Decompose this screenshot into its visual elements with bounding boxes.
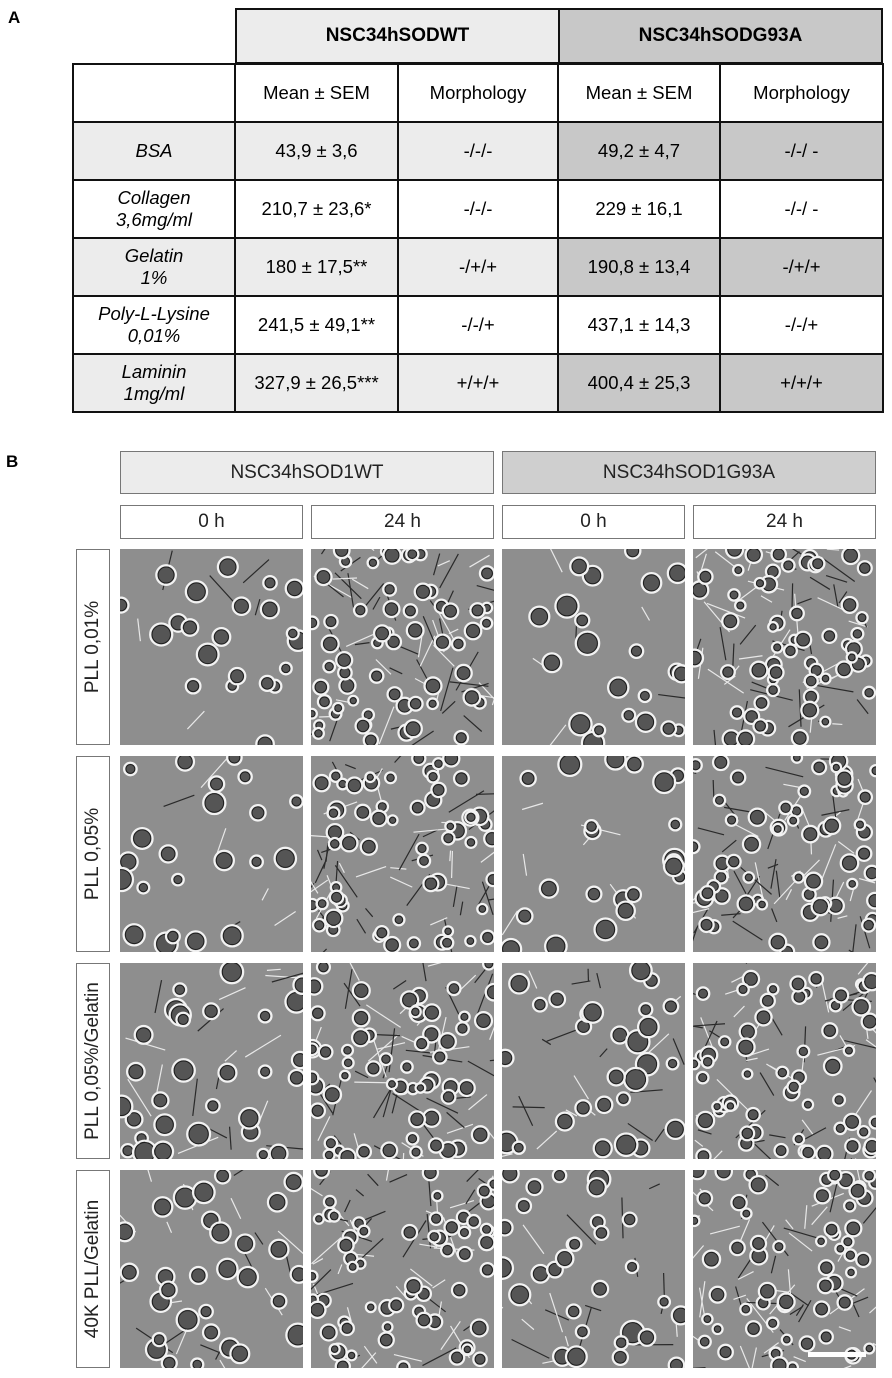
micrograph-r3-c1 [120,963,303,1159]
group-header-g93a: NSC34hSODG93A [558,8,883,64]
timepoint-g93a-24h: 24 h [693,505,876,539]
table-rule [73,411,884,413]
micrograph-r2-c3 [502,756,685,952]
wt-morphology: +/+/+ [456,372,500,393]
micrograph-image [693,1170,876,1368]
g93a-morphology: -/-/ - [784,198,819,219]
column-subheader: Morphology [753,82,850,103]
micrograph-image [120,549,303,745]
table-rule [73,63,884,65]
column-subheader: Mean ± SEM [263,82,370,103]
g93a-mean-sem: 437,1 ± 14,3 [587,314,691,335]
micrograph-image [120,756,303,952]
g93a-mean-sem: 49,2 ± 4,7 [597,140,681,161]
wt-mean-sem: 241,5 ± 49,1** [257,314,376,335]
condition-text: 40K PLL/Gelatin [82,1199,103,1339]
substrate-line: 0,01% [127,325,181,346]
micrograph-r1-c4 [693,549,876,745]
micrograph-image [693,549,876,745]
micrograph-image [502,549,685,745]
wt-mean-sem: 327,9 ± 26,5*** [254,372,379,393]
timepoint-g93a-0h: 0 h [502,505,685,539]
micrograph-image [502,963,685,1159]
micrograph-image [120,963,303,1159]
substrate-name [73,296,235,354]
table-rule [73,237,884,239]
wt-morphology: -/+/+ [458,256,498,277]
scale-bar [808,1352,866,1357]
micrograph-r1-c3 [502,549,685,745]
micrograph-image [311,963,494,1159]
micrograph-r4-c2 [311,1170,494,1368]
table-rule [397,63,399,413]
substrate-name [73,180,235,238]
table-rule [73,179,884,181]
substrate-line: 3,6mg/ml [115,209,193,230]
substrate-line: Collagen [117,187,191,208]
column-subheader: Mean ± SEM [585,82,693,103]
micrograph-image [502,756,685,952]
g93a-mean-sem: 229 ± 16,1 [595,198,683,219]
wt-morphology: -/-/- [463,140,493,161]
condition-text: PLL 0,05% [82,807,104,901]
micrograph-image [693,963,876,1159]
condition-label-40k-pll-gelatin [76,1170,110,1368]
wt-mean-sem: 43,9 ± 3,6 [275,140,358,161]
micrograph-r3-c4 [693,963,876,1159]
substrate-name [73,238,235,296]
micrograph-r1-c1 [120,549,303,745]
micrograph-r3-c2 [311,963,494,1159]
micrograph-r4-c3 [502,1170,685,1368]
substrate-line: Poly-L-Lysine [98,303,210,324]
g93a-morphology: -/+/+ [782,256,821,277]
micrograph-image [311,1170,494,1368]
table-rule [72,63,74,413]
table-rule [73,121,884,123]
panel-a-letter: A [8,8,21,27]
condition-text: PLL 0,05%/Gelatin [82,982,104,1140]
condition-label-pll-005 [76,756,110,952]
micrograph-image [311,549,494,745]
wt-morphology: -/-/- [463,198,493,219]
column-subheader: Morphology [429,82,527,103]
panel-b-letter: B [6,452,19,471]
g93a-morphology: -/-/+ [784,314,819,335]
table-rule [234,63,236,413]
substrate-line: Laminin [121,361,187,382]
g93a-mean-sem: 190,8 ± 13,4 [587,256,691,277]
micrograph-r3-c3 [502,963,685,1159]
micrograph-image [502,1170,685,1368]
micrograph-image [120,1170,303,1368]
substrate-line: 1mg/ml [123,383,185,404]
condition-text: PLL 0,01% [82,600,104,694]
table-rule [882,63,884,413]
substrate-line: 1% [140,267,168,288]
timepoint-wt-0h: 0 h [120,505,303,539]
table-rule [73,353,884,355]
micrograph-r2-c2 [311,756,494,952]
table-rule [73,295,884,297]
substrate-line: BSA [135,140,173,161]
micrograph-r4-c4 [693,1170,876,1368]
micrograph-group-header-wt: NSC34hSOD1WT [120,451,494,494]
g93a-morphology: -/-/ - [784,140,819,161]
condition-label-pll-001 [76,549,110,745]
condition-label-pll-005-gelatin [76,963,110,1159]
micrograph-r4-c1 [120,1170,303,1368]
table-rule [557,63,559,413]
group-header-wt: NSC34hSODWT [235,8,560,64]
micrograph-image [693,756,876,952]
g93a-morphology: +/+/+ [780,372,823,393]
substrate-name [73,122,235,180]
table-rule [719,63,721,413]
wt-mean-sem: 180 ± 17,5** [265,256,368,277]
micrograph-r2-c4 [693,756,876,952]
wt-mean-sem: 210,7 ± 23,6* [261,198,372,219]
micrograph-group-header-g93a: NSC34hSOD1G93A [502,451,876,494]
micrograph-r2-c1 [120,756,303,952]
timepoint-wt-24h: 24 h [311,505,494,539]
g93a-mean-sem: 400,4 ± 25,3 [587,372,691,393]
substrate-name [73,354,235,412]
wt-morphology: -/-/+ [461,314,495,335]
substrate-line: Gelatin [124,245,184,266]
micrograph-image [311,756,494,952]
micrograph-r1-c2 [311,549,494,745]
